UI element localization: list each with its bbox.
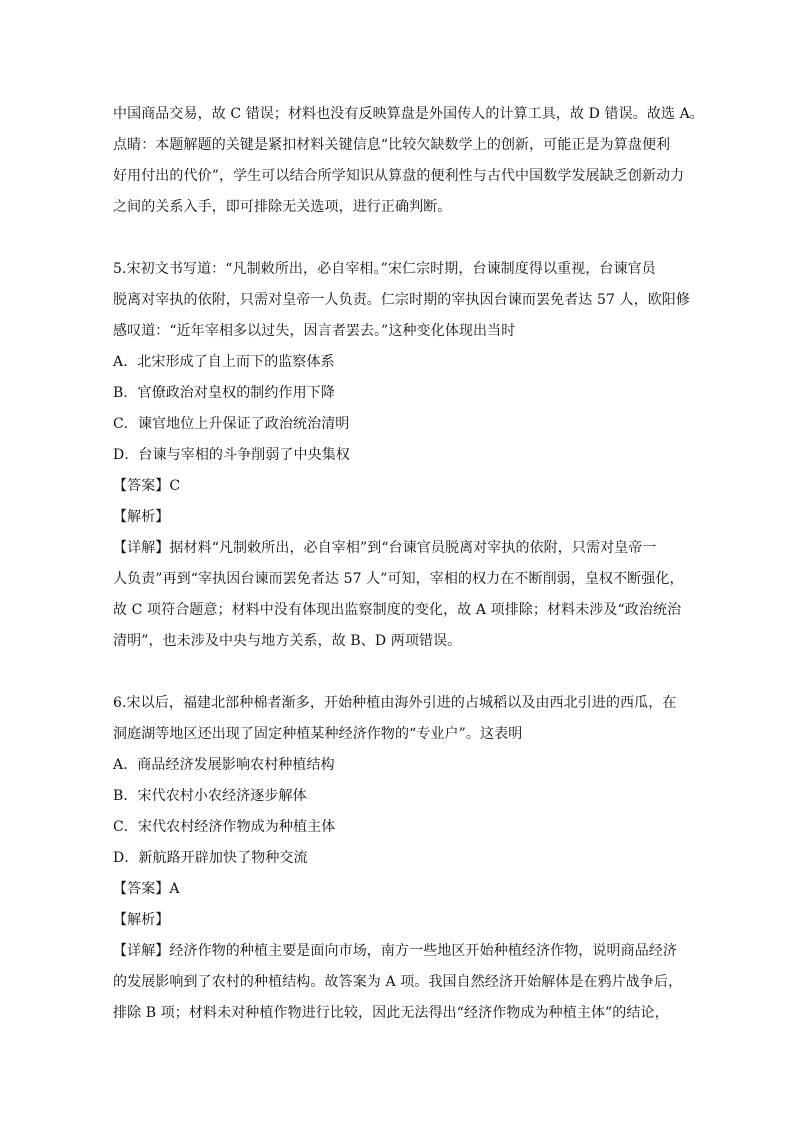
analysis-heading: 【解析】	[113, 509, 170, 525]
paragraph-gap	[113, 223, 685, 254]
detail-line: 故 C 项符合题意；材料中没有体现出监察制度的变化，故 A 项排除；材料未涉及“政治统治	[113, 602, 682, 618]
question-stem-line: 6.宋以后，福建北部种棉者渐多，开始种植由海外引进的占城稻以及由西北引进的西瓜，在	[113, 695, 677, 711]
option-c: C．谏官地位上升保证了政治统治清明	[113, 416, 350, 432]
option-a: A．北宋形成了自上而下的监察体系	[113, 354, 335, 370]
paragraph-gap	[113, 657, 685, 688]
answer-label: 【答案】A	[113, 881, 180, 897]
intro-section	[113, 99, 704, 223]
detail-line: 的发展影响到了农村的种植结构。故答案为 A 项。我国自然经济开始解体是在鸦片战争后，	[113, 974, 683, 990]
option-b: B．宋代农村小农经济逐步解体	[113, 788, 307, 804]
detail-line: 人负责”再到“宰执因台谏而罢免者达 57 人”可知，宰相的权力在不断削弱，皇权不断强化，	[113, 571, 684, 587]
question-stem-line: 5.宋初文书写道：“凡制敕所出，必自宰相。”宋仁宗时期，台谏制度得以重视，台谏官员	[113, 261, 656, 277]
question-6	[113, 688, 685, 1029]
option-d: D．新航路开辟加快了物种交流	[113, 850, 308, 866]
text-line: 好用付出的代价”，学生可以结合所学知识从算盘的便利性与古代中国数学发展缺乏创新动力	[113, 168, 685, 184]
question-5	[113, 254, 691, 657]
question-stem-line: 脱离对宰执的依附，只需对皇帝一人负责。仁宗时期的宰执因台谏而罢免者达 57 人，欧阳修	[113, 292, 691, 308]
detail-line: 清明”，也未涉及中央与地方关系，故 B、D 两项错误。	[113, 633, 462, 649]
option-a: A．商品经济发展影响农村种植结构	[113, 757, 335, 773]
answer-label: 【答案】C	[113, 478, 181, 494]
analysis-heading: 【解析】	[113, 912, 170, 928]
detail-line: 【详解】经济作物的种植主要是面向市场，南方一些地区开始种植经济作物，说明商品经济	[113, 943, 677, 959]
text-line: 中国商品交易，故 C 错误；材料也没有反映算盘是外国传人的计算工具，故 D 错误。故选 A。	[113, 106, 704, 122]
detail-line: 【详解】据材料“凡制敕所出，必自宰相”到“台谏官员脱离对宰执的依附，只需对皇帝一	[113, 540, 657, 556]
option-b: B．官僚政治对皇权的制约作用下降	[113, 385, 335, 401]
question-stem-line: 感叹道：“近年宰相多以过失，因言者罢去。”这种变化体现出当时	[113, 323, 516, 339]
option-c: C．宋代农村经济作物成为种植主体	[113, 819, 336, 835]
text-line: 点睛：本题解题的关键是紧扣材料关键信息“比较欠缺数学上的创新，可能正是为算盘便利	[113, 137, 671, 153]
text-line: 之间的关系入手，即可排除无关选项，进行正确判断。	[113, 199, 452, 215]
option-d: D．台谏与宰相的斗争削弱了中央集权	[113, 447, 350, 463]
document-body	[113, 99, 704, 1029]
detail-line: 排除 B 项；材料未对种植作物进行比较，因此无法得出“经济作物成为种植主体”的结论，	[113, 1005, 669, 1021]
question-stem-line: 洞庭湖等地区还出现了固定种植某种经济作物的“专业户”。这表明	[113, 726, 523, 742]
